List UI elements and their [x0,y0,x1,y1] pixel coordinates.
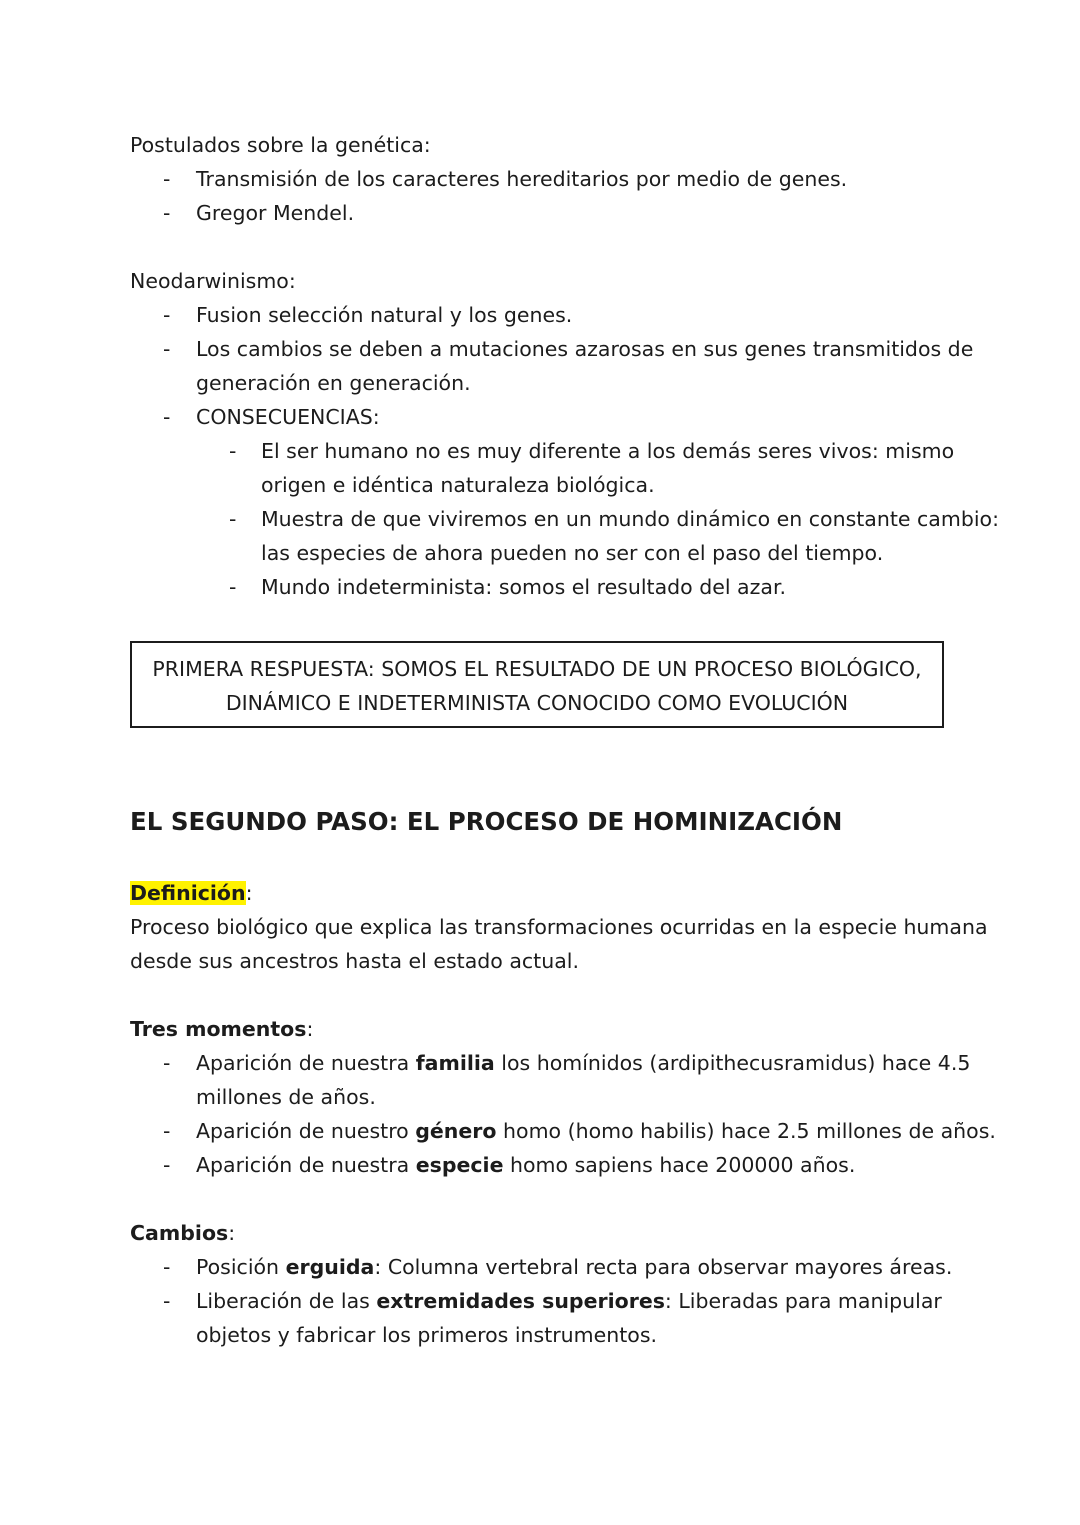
cambio-1-pre: Posición [196,1255,286,1279]
momento-3-post: homo sapiens hace 200000 años. [503,1153,856,1177]
bullet-dash: - [163,1255,171,1279]
neodarwinismo-item-2-line-1: Los cambios se deben a mutaciones azarosas en sus genes transmitidos de [196,337,974,361]
genetica-item-1: Transmisión de los caracteres hereditarios por medio de genes. [196,167,848,191]
bullet-dash: - [163,337,171,361]
definicion-text-line-2: desde sus ancestros hasta el estado actual. [130,949,579,973]
answer-box-line-2: DINÁMICO E INDETERMINISTA CONOCIDO COMO EVOLUCIÓN [225,691,849,715]
consecuencia-1-line-2: origen e idéntica naturaleza biológica. [261,473,655,497]
bullet-dash: - [229,507,237,531]
definicion-text-line-1: Proceso biológico que explica las transformaciones ocurridas en la especie humana [130,915,988,939]
momentos-heading [130,1012,313,1046]
bullet-dash: - [163,201,171,225]
momento-1-pre: Aparición de nuestra [196,1051,416,1075]
momento-2-pre: Aparición de nuestro [196,1119,416,1143]
bullet-dash: - [163,1289,171,1313]
neodarwinismo-item-3: CONSECUENCIAS: [196,405,380,429]
cambios-colon: : [228,1221,236,1245]
cambios-label: Cambios [130,1221,229,1245]
bullet-dash: - [163,1051,171,1075]
momentos-label: Tres momentos [130,1017,307,1041]
consecuencia-1-line-1: El ser humano no es muy diferente a los demás seres vivos: mismo [261,439,955,463]
bullet-dash: - [163,303,171,327]
momento-2-bold: género [415,1119,497,1143]
cambios-heading [130,1216,235,1250]
genetica-heading: Postulados sobre la genética: [130,133,431,157]
definicion-label: Definición [130,881,246,905]
consecuencia-2-line-2: las especies de ahora pueden no ser con el paso del tiempo. [261,541,884,565]
neodarwinismo-item-1: Fusion selección natural y los genes. [196,303,573,327]
bullet-dash: - [229,439,237,463]
momento-1-bold: familia [415,1051,495,1075]
cambio-1-post: : Columna vertebral recta para observar mayores áreas. [374,1255,953,1279]
momento-2-post: homo (homo habilis) hace 2.5 millones de años. [496,1119,996,1143]
bullet-dash: - [229,575,237,599]
bullet-dash: - [163,405,171,429]
bullet-dash: - [163,167,171,191]
neodarwinismo-heading: Neodarwinismo: [130,269,296,293]
answer-box-line-1: PRIMERA RESPUESTA: SOMOS EL RESULTADO DE UN PROCESO BIOLÓGICO, [152,657,922,681]
section-title: EL SEGUNDO PASO: EL PROCESO DE HOMINIZACIÓN [130,807,843,836]
momento-3 [196,1148,855,1182]
cambio-1-bold: erguida [285,1255,375,1279]
momento-1-post: los homínidos (ardipithecusramidus) hace 4.5 [494,1051,971,1075]
cambio-2-bold: extremidades superiores [376,1289,665,1313]
genetica-item-2: Gregor Mendel. [196,201,355,225]
cambio-2-line-1 [196,1284,942,1318]
momento-3-pre: Aparición de nuestra [196,1153,416,1177]
momento-1-line-2: millones de años. [196,1085,376,1109]
definicion-heading [130,876,253,910]
definicion-colon: : [245,881,253,905]
cambio-2-line-2: objetos y fabricar los primeros instrumentos. [196,1323,658,1347]
momentos-colon: : [306,1017,314,1041]
neodarwinismo-item-2-line-2: generación en generación. [196,371,471,395]
cambio-2-pre: Liberación de las [196,1289,377,1313]
momento-2 [196,1114,996,1148]
momento-3-bold: especie [415,1153,504,1177]
momento-1-line-1 [196,1046,970,1080]
consecuencia-3: Mundo indeterminista: somos el resultado del azar. [261,575,787,599]
answer-box [130,641,944,728]
bullet-dash: - [163,1153,171,1177]
cambio-1 [196,1250,952,1284]
consecuencia-2-line-1: Muestra de que viviremos en un mundo dinámico en constante cambio: [261,507,999,531]
bullet-dash: - [163,1119,171,1143]
cambio-2-post: : Liberadas para manipular [664,1289,942,1313]
